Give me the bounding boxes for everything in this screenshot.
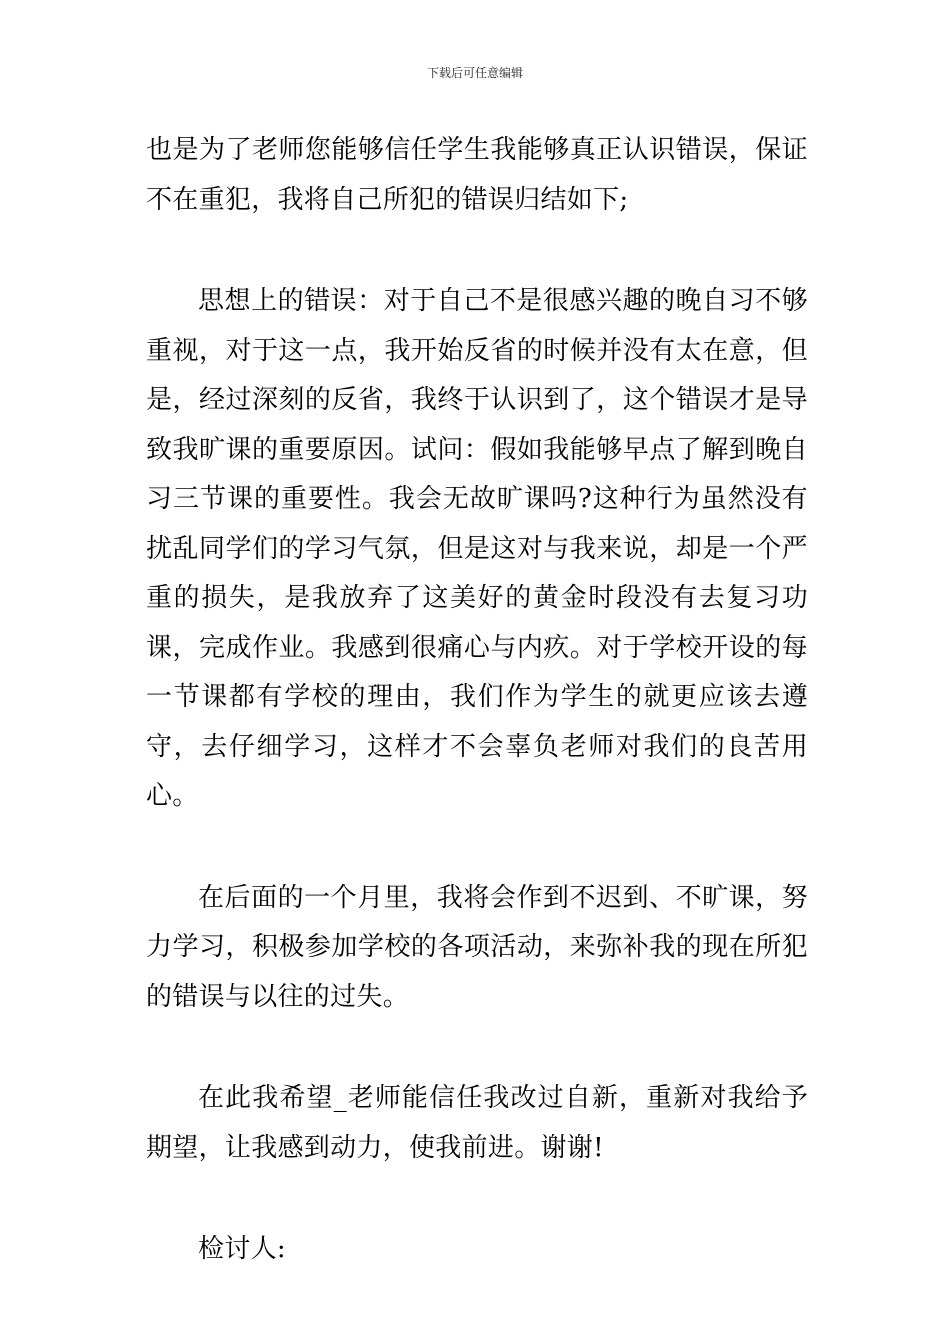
paragraph-spacer [146,822,808,874]
paragraph-spacer [146,1022,808,1074]
signature-line: 检讨人: [198,1234,286,1264]
paragraph-future-plan: 在后面的一个月里，我将会作到不迟到、不旷课，努力学习，积极参加学校的各项活动，来弥补我的现在所犯的错误与以往的过失。 [146,882,808,1012]
page-header-note: 下载后可任意编辑 [426,66,523,80]
document-body [146,126,808,1275]
paragraph-intro: 也是为了老师您能够信任学生我能够真正认识错误，保证不在重犯，我将自己所犯的错误归结如下; [146,135,808,215]
paragraph-spacer [146,1173,808,1225]
paragraph-closing-wish: 在此我希望_老师能信任我改过自新，重新对我给予期望，让我感到动力，使我前进。谢谢! [146,1083,808,1163]
paragraph-ideological-error: 思想上的错误：对于自己不是很感兴趣的晚自习不够重视，对于这一点，我开始反省的时候并没有太在意，但是，经过深刻的反省，我终于认识到了，这个错误才是导致我旷课的重要原因。试问：假如我能够早点了解到晚自习三节课的重要性。我会无故旷课吗?这种行为虽然没有扰乱同学们的学习气氛，但是这对与我来说，却是一个严重的损失，是我放弃了这美好的黄金时段没有去复习功课，完成作业。我感到很痛心与内疚。对于学校开设的每一节课都有学校的理由，我们作为学生的就更应该去遵守，去仔细学习，这样才不会辜负老师对我们的良苦用心。 [146,286,808,811]
paragraph-spacer [146,225,808,277]
